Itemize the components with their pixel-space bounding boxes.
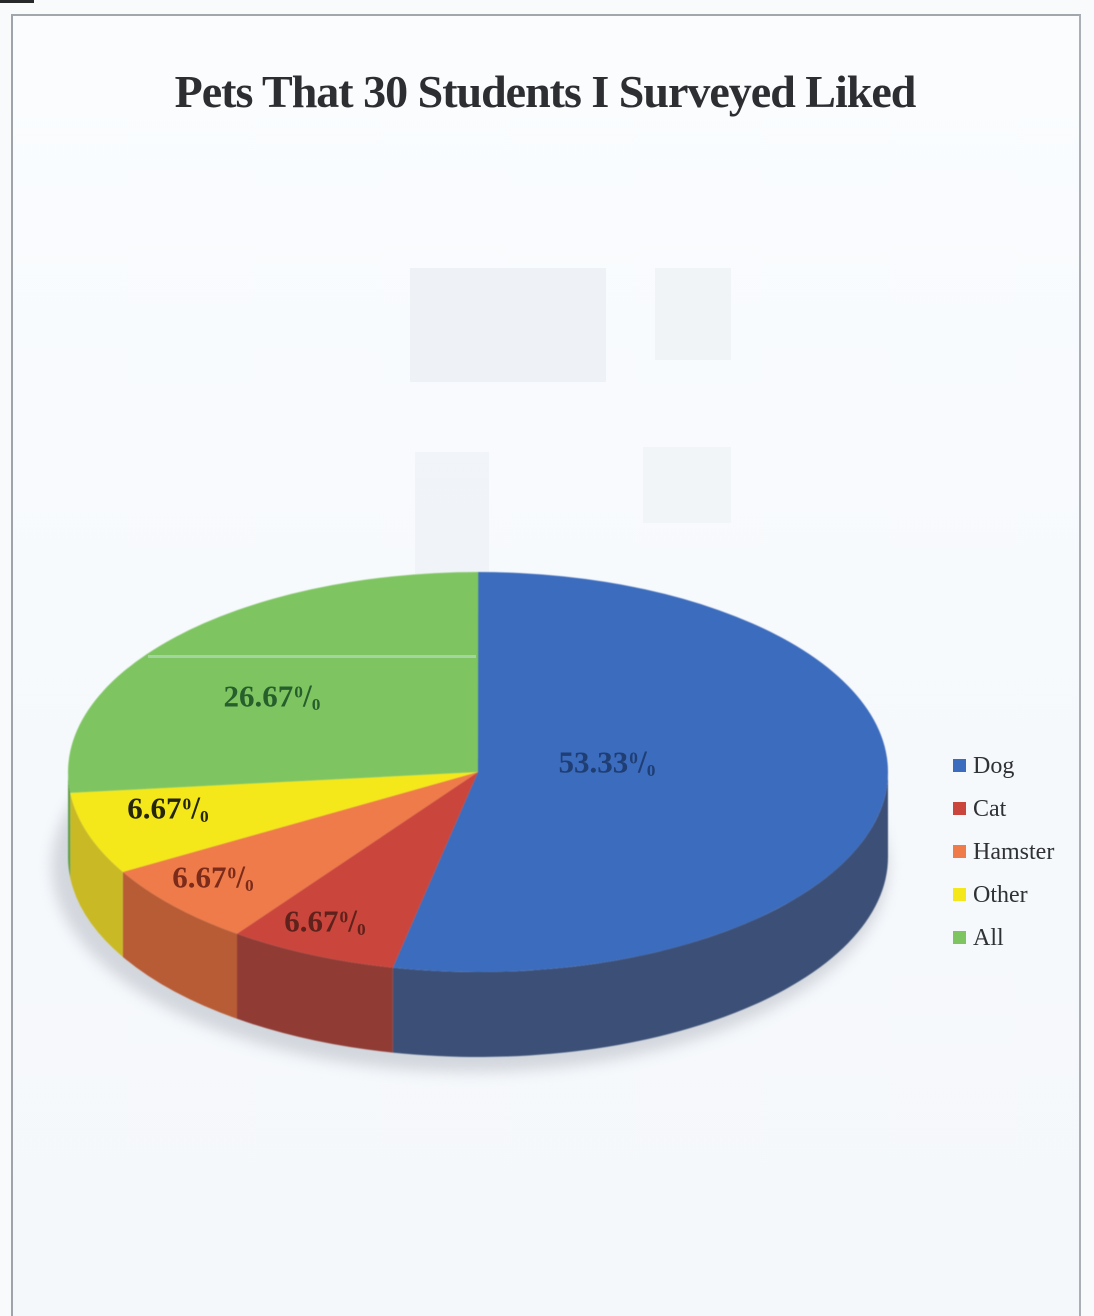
pie-label-dog: $53.33^0/_0$ — [558, 744, 656, 781]
legend-swatch-dog — [953, 759, 966, 772]
legend-swatch-cat — [953, 802, 966, 815]
legend-swatch-other — [953, 888, 966, 901]
legend-label-all: All — [973, 924, 1004, 951]
chart-title: Pets That 30 Students I Surveyed Liked — [174, 65, 916, 117]
legend-swatch-all — [953, 931, 966, 944]
chart-legend — [953, 744, 1054, 959]
legend-item-other — [953, 873, 1054, 916]
legend-label-other: Other — [973, 881, 1028, 908]
pie-label-all: $26.67^0/_0$ — [223, 678, 321, 715]
legend-label-dog: Dog — [973, 752, 1015, 779]
pie-label-cat: $6.67^0/_0$ — [284, 903, 366, 940]
legend-item-hamster — [953, 830, 1054, 873]
scan-line-artifact — [148, 655, 476, 658]
legend-swatch-hamster — [953, 845, 966, 858]
legend-item-cat — [953, 787, 1054, 830]
pie-label-hamster: $6.67^0/_0$ — [172, 859, 254, 896]
pie-label-other: $6.67^0/_0$ — [127, 790, 209, 827]
legend-label-cat: Cat — [973, 795, 1007, 822]
legend-item-all — [953, 916, 1054, 959]
legend-label-hamster: Hamster — [973, 838, 1055, 865]
legend-item-dog — [953, 744, 1054, 787]
